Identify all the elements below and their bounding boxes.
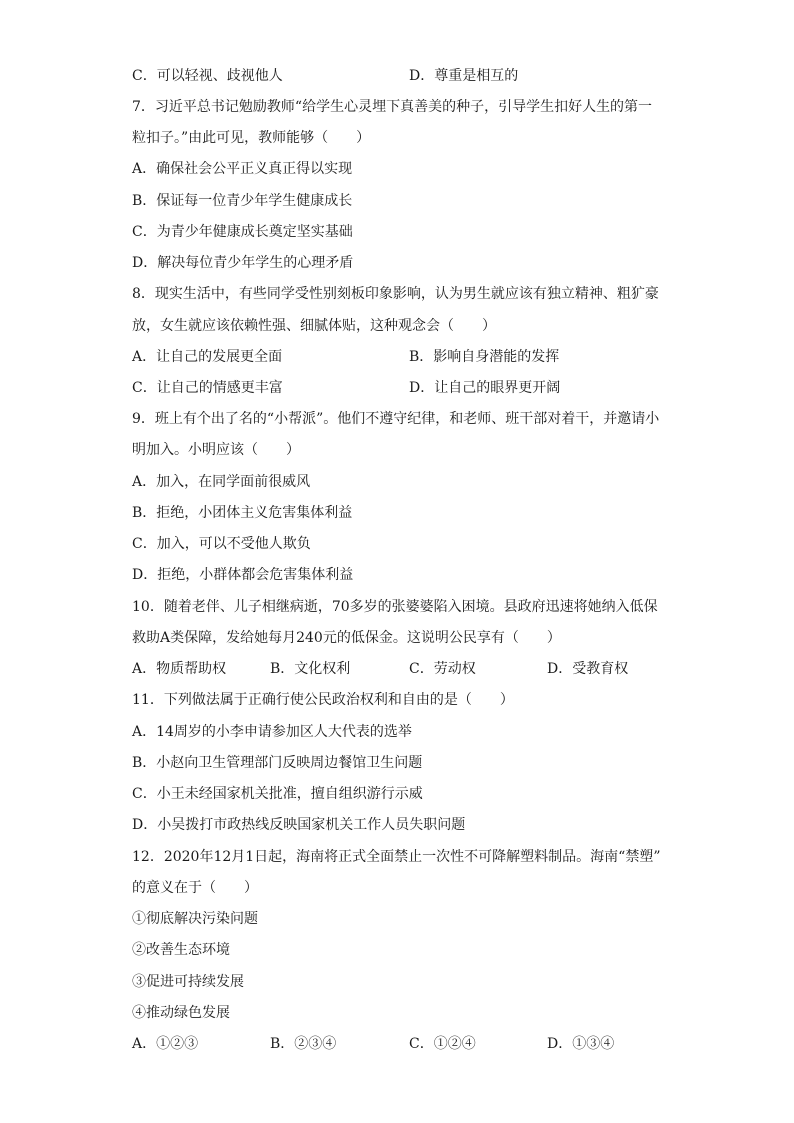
q9-stem-line-2: 明加入。小明应该（ ） <box>132 442 300 458</box>
q12-option-b: B．②③④ <box>270 1036 337 1052</box>
q11-option-b: B．小赵向卫生管理部门反映周边餐馆卫生问题 <box>132 755 423 771</box>
q10-stem-line-1: 10．随着老伴、儿子相继病逝，70多岁的张婆婆陷入困境。县政府迅速将她纳入低保 <box>132 599 658 615</box>
q12-option-d: D．①③④ <box>547 1036 615 1052</box>
q8-option-a: A．让自己的发展更全面 <box>132 349 283 365</box>
q12-option-c: C．①②④ <box>409 1036 476 1052</box>
q8-options-row-1 <box>0 347 794 367</box>
q9-option-d: D．拒绝，小群体都会危害集体利益 <box>132 567 354 583</box>
q7-option-c: C．为青少年健康成长奠定坚实基础 <box>132 224 353 240</box>
q9-option-b: B．拒绝，小团体主义危害集体利益 <box>132 505 353 521</box>
q9-stem-line-1: 9．班上有个出了名的“小帮派”。他们不遵守纪律，和老师、班干部对着干，并邀请小 <box>132 411 660 427</box>
q10-option-c: C．劳动权 <box>409 661 476 677</box>
q7-stem-line-2: 粒扣子。”由此可见，教师能够（ ） <box>132 130 371 146</box>
q10-option-b: B．文化权利 <box>270 661 351 677</box>
q8-stem-line-1: 8．现实生活中，有些同学受性别刻板印象影响，认为男生就应该有独立精神、粗犷豪 <box>132 286 659 302</box>
q10-option-d: D．受教育权 <box>547 661 629 677</box>
q12-item-3: ③促进可持续发展 <box>132 974 244 990</box>
q10-stem-line-2: 救助A类保障，发给她每月240元的低保金。这说明公民享有（ ） <box>132 630 561 646</box>
q6-option-d: D．尊重是相互的 <box>409 68 519 84</box>
q11-option-a: A．14周岁的小李申请参加区人大代表的选举 <box>132 724 412 740</box>
q12-stem-line-2: 的意义在于（ ） <box>132 880 258 896</box>
q11-option-c: C．小王未经国家机关批准，擅自组织游行示威 <box>132 786 423 802</box>
q8-option-c: C．让自己的情感更丰富 <box>132 380 283 396</box>
q12-options-row <box>0 1034 794 1054</box>
q7-option-a: A．确保社会公平正义真正得以实现 <box>132 161 353 177</box>
q8-options-row-2 <box>0 378 794 398</box>
q9-option-c: C．加入，可以不受他人欺负 <box>132 536 311 552</box>
q10-option-a: A．物质帮助权 <box>132 661 227 677</box>
q6-option-c: C．可以轻视、歧视他人 <box>132 68 283 84</box>
q7-stem-line-1: 7．习近平总书记勉励教师“给学生心灵埋下真善美的种子，引导学生扣好人生的第一 <box>132 99 653 115</box>
q8-option-d: D．让自己的眼界更开阔 <box>409 380 561 396</box>
q11-stem-line-1: 11．下列做法属于正确行使公民政治权利和自由的是（ ） <box>132 692 514 708</box>
q11-option-d: D．小吴拨打市政热线反映国家机关工作人员失职问题 <box>132 817 466 833</box>
q9-option-a: A．加入，在同学面前很威风 <box>132 474 311 490</box>
q12-stem-line-1: 12．2020年12月1日起，海南将正式全面禁止一次性不可降解塑料制品。海南“禁塑” <box>132 849 661 865</box>
q6-options-row <box>0 66 794 86</box>
q12-item-2: ②改善生态环境 <box>132 942 230 958</box>
q7-option-d: D．解决每位青少年学生的心理矛盾 <box>132 255 354 271</box>
q12-item-4: ④推动绿色发展 <box>132 1005 230 1021</box>
q8-stem-line-2: 放，女生就应该依赖性强、细腻体贴，这种观念会（ ） <box>132 318 496 334</box>
q7-option-b: B．保证每一位青少年学生健康成长 <box>132 193 353 209</box>
q10-options-row <box>0 659 794 679</box>
q12-item-1: ①彻底解决污染问题 <box>132 911 258 927</box>
q12-option-a: A．①②③ <box>132 1036 199 1052</box>
q8-option-b: B．影响自身潜能的发挥 <box>409 349 560 365</box>
